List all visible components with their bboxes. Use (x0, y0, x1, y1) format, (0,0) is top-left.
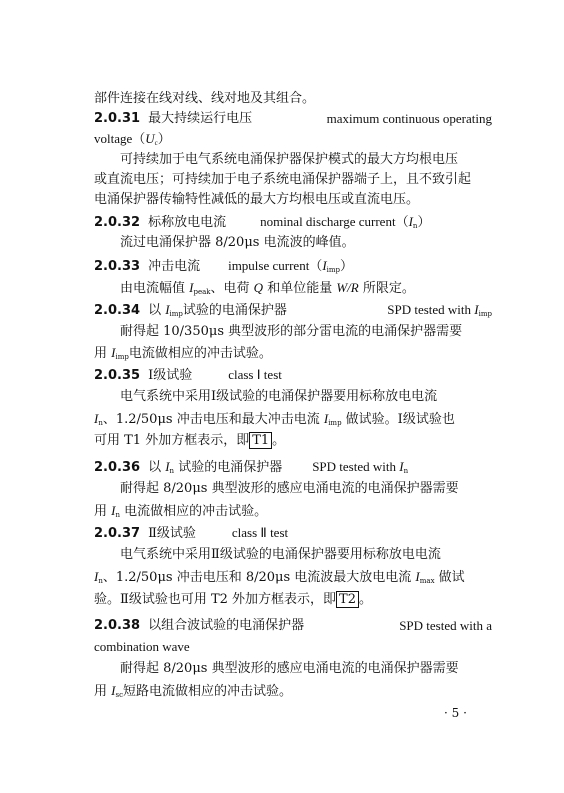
symbol: U (145, 131, 155, 146)
text-line (94, 171, 492, 189)
paragraph-text: 由电流幅值 (120, 281, 190, 296)
term-number: 2.0.31 (94, 111, 141, 126)
paragraph-text: 或直流电压；可持续加于电子系统电涌保护器端子上，且不致引起 (94, 172, 472, 187)
paragraph-text: 用 (94, 684, 112, 699)
term-number: 2.0.34 (94, 303, 141, 318)
term-heading (94, 110, 492, 128)
term-number: 2.0.35 (94, 368, 141, 383)
term-chinese: 试验的电涌保护器 (174, 460, 283, 475)
paragraph-text: 用 (94, 346, 112, 361)
paragraph-text: 可持续加于电气系统电涌保护器保护模式的最大方均根电压 (120, 152, 459, 167)
subscript: imp (169, 310, 183, 318)
paragraph-text: 、1.2/50μs 冲击电压和最大冲击电流 (102, 412, 324, 427)
symbol: I (323, 411, 329, 426)
text-line (94, 682, 492, 701)
text-line (94, 130, 492, 148)
term-chinese: 以 (148, 460, 166, 475)
subscript: peak (193, 288, 211, 296)
text-line (94, 502, 492, 521)
text-line (120, 546, 492, 564)
symbol: I (165, 459, 170, 474)
term-number: 2.0.33 (94, 259, 141, 274)
paragraph-text: 电流做相应的冲击试验。 (128, 346, 272, 361)
symbol: I (399, 459, 404, 474)
subscript: n (403, 467, 409, 475)
term-number: 2.0.36 (94, 460, 141, 475)
paragraph-text: 做试验。Ⅰ级试验也 (341, 412, 455, 427)
text-line (94, 432, 492, 450)
text-line (94, 344, 492, 363)
bracket: ） (340, 259, 354, 274)
paragraph-text: 所限定。 (358, 281, 415, 296)
symbol: I (415, 569, 420, 584)
term-chinese: 以 (148, 303, 166, 318)
subscript: imp (478, 310, 492, 318)
subscript: imp (328, 419, 342, 427)
term-english: nominal discharge current（ (260, 214, 409, 229)
subscript: n (115, 511, 120, 519)
text-line (94, 90, 492, 108)
subscript: imp (115, 353, 129, 361)
term-english: SPD tested with (312, 459, 400, 474)
term-english: SPD tested with a (399, 618, 492, 633)
text-line (120, 660, 492, 678)
text-line (120, 234, 492, 252)
paragraph-text: 电流做相应的冲击试验。 (120, 504, 268, 519)
text-line (94, 410, 492, 429)
term-heading (94, 301, 492, 320)
term-heading (94, 458, 492, 477)
paragraph-text: 电气系统中采用Ⅰ级试验的电涌保护器要用标称放电电流 (120, 389, 438, 404)
term-chinese: 最大持续运行电压 (148, 111, 253, 126)
text-line (94, 638, 492, 656)
symbol: I (474, 302, 479, 317)
symbol: Q (253, 280, 264, 295)
symbol: I (94, 569, 99, 584)
term-heading (94, 366, 492, 385)
symbol: I (111, 503, 116, 518)
term-english: impulse current（ (228, 258, 323, 273)
paragraph-text: 电气系统中采用Ⅱ级试验的电涌保护器要用标称放电电流 (120, 547, 441, 562)
paragraph-text: 可用 T1 外加方框表示，即 (94, 433, 250, 448)
subscript: n (412, 222, 418, 230)
paragraph-text: 耐得起 8/20μs 典型波形的感应电涌电流的电涌保护器需要 (120, 481, 459, 496)
page-number: · 5 · (444, 706, 467, 720)
symbol: I (94, 411, 99, 426)
boxed-mark: T1 (249, 432, 272, 449)
text-line (120, 323, 492, 341)
text-line (94, 568, 492, 587)
subscript: sc (115, 691, 123, 699)
term-english: class Ⅱ test (231, 525, 289, 540)
paragraph-text: 。 (272, 433, 286, 448)
text-line (120, 388, 492, 406)
text-line (94, 591, 492, 609)
subscript: c (154, 139, 158, 147)
term-chinese: Ⅱ级试验 (148, 526, 196, 541)
paragraph-text: 短路电流做相应的冲击试验。 (123, 684, 293, 699)
term-english: SPD tested with (387, 302, 475, 317)
text-line (120, 279, 492, 298)
paragraph-text: 做试 (434, 570, 465, 585)
term-chinese: Ⅰ级试验 (148, 368, 193, 383)
paragraph-text: 。 (359, 592, 373, 607)
symbol: W/R (336, 280, 359, 295)
term-chinese: 标称放电电流 (148, 215, 227, 230)
term-number: 2.0.32 (94, 215, 141, 230)
subscript: n (98, 577, 103, 585)
term-heading (94, 257, 492, 276)
bracket: ） (157, 131, 171, 146)
subscript: n (98, 419, 103, 427)
symbol: I (408, 214, 413, 229)
symbol: I (189, 280, 194, 295)
paragraph-text: 部件连接在线对线、线对地及其组合。 (94, 91, 316, 106)
paragraph-text: 流过电涌保护器 8/20μs 电流波的峰值。 (120, 235, 355, 250)
term-heading (94, 213, 492, 232)
subscript: n (169, 467, 175, 475)
term-chinese: 以组合波试验的电涌保护器 (148, 618, 305, 633)
term-heading (94, 524, 492, 543)
term-number: 2.0.37 (94, 526, 141, 541)
term-chinese: 试验的电涌保护器 (182, 303, 287, 318)
text-line (120, 151, 492, 169)
paragraph-text: 耐得起 8/20μs 典型波形的感应电涌电流的电涌保护器需要 (120, 661, 459, 676)
term-heading (94, 617, 492, 635)
symbol: I (322, 258, 327, 273)
term-english: combination wave (94, 639, 190, 654)
term-chinese: 冲击电流 (148, 259, 201, 274)
paragraph-text: 电涌保护器传输特性减低的最大方均根电压或直流电压。 (94, 192, 420, 207)
paragraph-text: 验。Ⅱ级试验也可用 T2 外加方框表示，即 (94, 592, 337, 607)
term-number: 2.0.38 (94, 618, 141, 633)
term-english: voltage（ (94, 131, 146, 146)
subscript: max (419, 577, 435, 585)
paragraph-text: 和单位能量 (263, 281, 337, 296)
term-english: class Ⅰ test (228, 367, 282, 382)
symbol: I (111, 683, 116, 698)
subscript: imp (326, 266, 341, 274)
paragraph-text: 、1.2/50μs 冲击电压和 8/20μs 电流波最大放电电流 (102, 570, 416, 585)
term-english: maximum continuous operating (326, 111, 492, 126)
paragraph-text: 耐得起 10/350μs 典型波形的部分雷电流的电涌保护器需要 (120, 324, 463, 339)
symbol: I (165, 302, 170, 317)
text-line (94, 191, 492, 209)
text-line (120, 480, 492, 498)
symbol: I (111, 345, 116, 360)
boxed-mark: T2 (336, 591, 359, 608)
paragraph-text: 、电荷 (210, 281, 254, 296)
paragraph-text: 用 (94, 504, 112, 519)
bracket: ） (417, 215, 431, 230)
